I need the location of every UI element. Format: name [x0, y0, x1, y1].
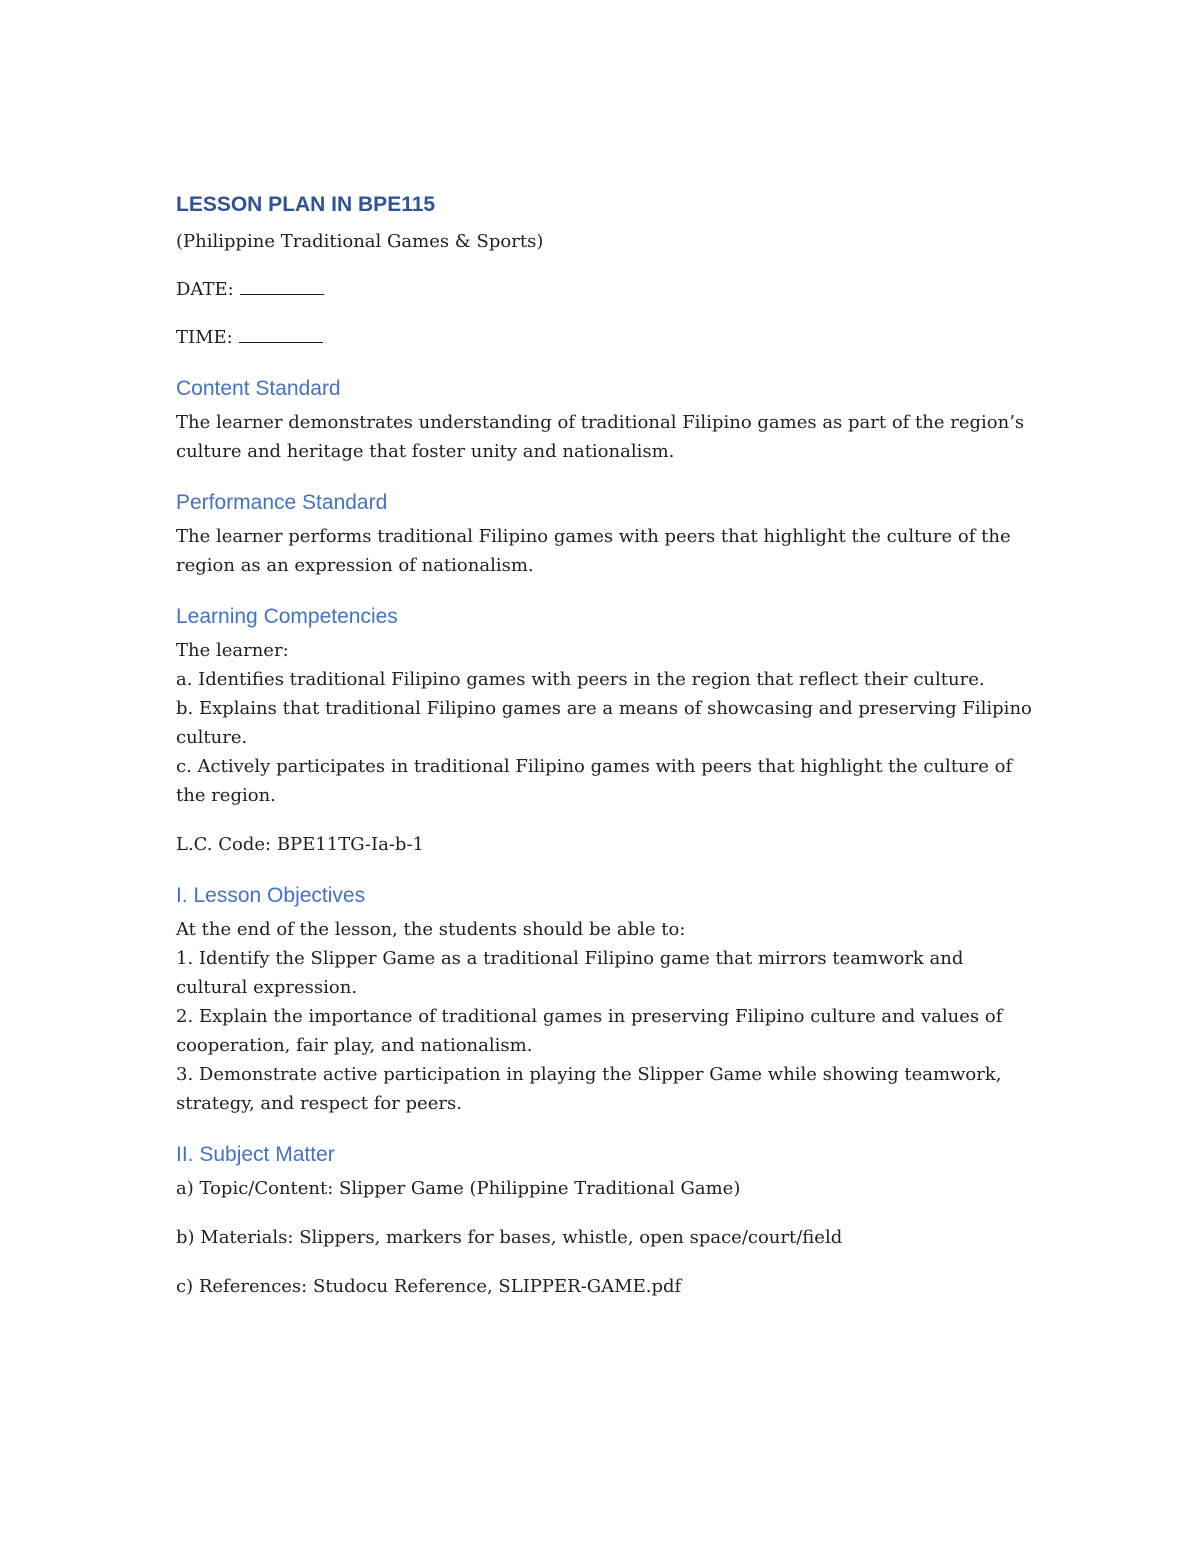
document-subtitle: (Philippine Traditional Games & Sports): [176, 231, 544, 252]
document-title: LESSON PLAN IN BPE115: [176, 193, 436, 216]
competency-item: a. Identifies traditional Filipino games with peers in the region that reflect their culture.: [176, 669, 985, 690]
learning-competencies-section: [176, 602, 1036, 859]
time-field: [176, 324, 1036, 352]
lesson-objectives-heading: I. Lesson Objectives: [176, 884, 366, 907]
document-page: [176, 190, 1036, 1321]
performance-standard-heading: Performance Standard: [176, 491, 388, 514]
learning-competencies-heading: Learning Competencies: [176, 605, 398, 628]
learning-competencies-intro: The learner:: [176, 640, 289, 661]
content-standard-text: The learner demonstrates understanding of traditional Filipino games as part of the region’s culture and heritage that foster unity and nationalism.: [176, 412, 1025, 462]
subject-matter-heading: II. Subject Matter: [176, 1143, 335, 1166]
objective-item: 2. Explain the importance of traditional games in preserving Filipino culture and values of cooperation, fair play, and nationalism.: [176, 1006, 1003, 1056]
time-label: TIME:: [176, 327, 233, 348]
objective-item: 3. Demonstrate active participation in playing the Slipper Game while showing teamwork, strategy, and respect for peers.: [176, 1064, 1002, 1114]
objective-item: 1. Identify the Slipper Game as a traditional Filipino game that mirrors teamwork and cultural expression.: [176, 948, 964, 998]
subject-matter-references: c) References: Studocu Reference, SLIPPER-GAME.pdf: [176, 1276, 682, 1297]
competency-item: b. Explains that traditional Filipino games are a means of showcasing and preserving Filipino culture.: [176, 698, 1032, 748]
competency-item: c. Actively participates in traditional Filipino games with peers that highlight the culture of the region.: [176, 756, 1013, 806]
time-blank-line: [239, 324, 323, 343]
performance-standard-section: [176, 488, 1036, 580]
date-blank-line: [240, 276, 324, 295]
content-standard-heading: Content Standard: [176, 377, 341, 400]
lesson-objectives-intro: At the end of the lesson, the students should be able to:: [176, 919, 686, 940]
subject-matter-topic: a) Topic/Content: Slipper Game (Philippine Traditional Game): [176, 1178, 741, 1199]
lc-code: L.C. Code: BPE11TG-Ia-b-1: [176, 834, 424, 855]
lesson-objectives-section: [176, 881, 1036, 1118]
subject-matter-section: [176, 1140, 1036, 1301]
date-field: [176, 276, 1036, 304]
date-label: DATE:: [176, 279, 234, 300]
subject-matter-materials: b) Materials: Slippers, markers for bases, whistle, open space/court/field: [176, 1227, 843, 1248]
content-standard-section: [176, 374, 1036, 466]
performance-standard-text: The learner performs traditional Filipino games with peers that highlight the culture of the region as an expression of nationalism.: [176, 526, 1011, 576]
